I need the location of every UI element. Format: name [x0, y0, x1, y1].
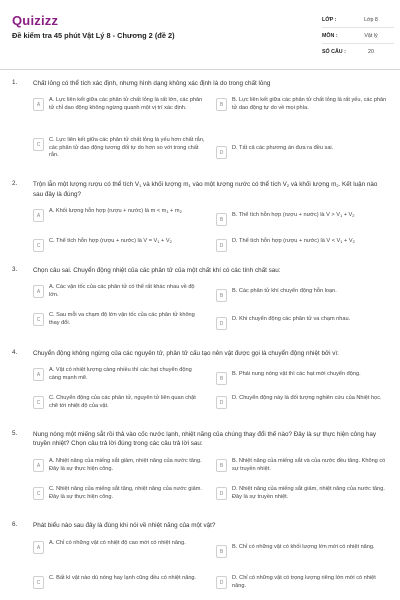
meta-row-class	[322, 12, 394, 28]
option-text: A. Chỉ có những vật có nhiệt độ cao mới có nhiệt năng.	[49, 540, 186, 546]
option-d[interactable]	[216, 316, 388, 330]
option-letter: A	[33, 285, 44, 298]
question-number: 2.	[12, 180, 18, 187]
option-text-part: + m	[168, 208, 180, 214]
option-text: C. Bất kì vật nào dù nóng hay lạnh cũng đều có nhiệt năng.	[49, 575, 197, 581]
meta-label: MÔN :	[322, 32, 338, 39]
option-letter: A	[33, 209, 44, 222]
option-text: C. Sau mỗi va chạm độ lớn vận tốc của các phân tử không thay đổi.	[49, 312, 195, 326]
option-b[interactable]	[216, 212, 388, 226]
option-text: A. Các vận tốc của các phân tử có thể rất khác nhau về độ lớn.	[49, 284, 195, 298]
question-text: Chọn câu sai. Chuyển động nhiệt của các phân tử của một chất khí có các tính chất sau:	[33, 267, 281, 274]
question-number: 5.	[12, 430, 18, 437]
option-c[interactable]	[33, 575, 205, 589]
option-d[interactable]	[216, 575, 388, 590]
option-text	[232, 212, 355, 220]
question-number: 4.	[12, 349, 18, 356]
option-letter: B	[216, 213, 227, 226]
option-a[interactable]	[33, 97, 205, 112]
option-letter: D	[216, 239, 227, 252]
option-letter: D	[216, 146, 227, 159]
question-number: 1.	[12, 79, 18, 86]
question-number: 6.	[12, 521, 18, 528]
option-text: A. Lực liên kết giữa các phân tử chất lỏng là rất lớn, các phân tử chỉ dao động không ngừng quanh một vị trí xác định.	[49, 97, 203, 111]
option-a[interactable]	[33, 208, 205, 222]
option-letter: A	[33, 459, 44, 472]
option-text: B. Nhiệt năng của miếng sắt và của nước đều tăng. Không có sự truyền nhiệt.	[232, 458, 386, 472]
option-text: C. Nhiệt năng của miếng sắt tăng, nhiệt năng của nước giảm. Đây là sự thực hiện công.	[49, 486, 202, 500]
option-text	[232, 238, 355, 246]
subscript: 2	[352, 239, 355, 244]
option-c[interactable]	[33, 238, 205, 252]
subscript: 2	[352, 213, 355, 218]
meta-label: LỚP :	[322, 16, 337, 23]
option-d[interactable]	[216, 486, 388, 501]
subscript: 2	[286, 183, 290, 188]
option-c[interactable]	[33, 312, 205, 327]
option-text: C. Chuyển động của các phân tử, nguyên tử liên quan chặt chẽ tới nhiệt độ của vật.	[49, 395, 196, 409]
option-letter: C	[33, 239, 44, 252]
question-text-part: Trộn lẫn một lượng rượu có thể tích V	[33, 181, 140, 188]
option-text	[49, 238, 172, 246]
question-text: Chuyển động không ngừng của các nguyên tử, phân tử cấu tạo nên vật được gọi là chuyển động nhiệt bởi vì:	[33, 350, 339, 357]
header	[0, 0, 400, 68]
option-b[interactable]	[216, 97, 388, 112]
option-text-part: C. Thể tích hỗn hợp (rượu + nước) là V = V	[49, 238, 158, 244]
subscript: 1	[188, 183, 191, 188]
option-letter: D	[216, 317, 227, 330]
option-text-part: A. Khối lượng hỗn hợp (rượu + nước) là m < m	[49, 208, 167, 214]
question-text: Nung nóng một miếng sắt rồi thả vào cốc nước lạnh, nhiệt năng của chúng thay đổi thế nào? Đây là sự thực hiện công hay truyền nhiệt? Chọn câu trả lời đúng trong các câu trả lời sau:	[33, 431, 377, 447]
option-b[interactable]	[216, 458, 388, 473]
option-letter: B	[216, 545, 227, 558]
subscript: 2	[336, 183, 339, 188]
option-d[interactable]	[216, 145, 388, 159]
option-text: C. Lực liên kết giữa các phân tử chất lỏng là yếu hơn chất rắn, các phân tử dao động tương đối tự do hơn so với trong chất rắn.	[49, 137, 205, 159]
question-text-part: và khối lượng m	[141, 181, 189, 188]
option-text-part: D. Thể tích hỗn hợp (rượu + nước) là V < V	[232, 238, 341, 244]
meta-table	[322, 12, 394, 59]
option-text: B. Chỉ có những vật có khối lượng lớn mới có nhiệt năng.	[232, 544, 375, 550]
option-letter: D	[216, 487, 227, 500]
worksheet-title: Đề kiểm tra 45 phút Vật Lý 8 - Chương 2 (đề 2)	[12, 31, 175, 40]
header-divider	[0, 69, 400, 70]
option-a[interactable]	[33, 284, 205, 299]
option-text: D. Chỉ có những vật có trọng lượng riêng lớn mới có nhiệt năng.	[232, 575, 376, 589]
option-text: D. Tất cả các phương án đưa ra đều sai.	[232, 145, 334, 151]
option-text-part: + V	[342, 212, 353, 218]
meta-row-count	[322, 44, 394, 59]
option-a[interactable]	[33, 540, 205, 554]
subscript: 1	[339, 213, 343, 218]
question-text: Phát biểu nào sau đây là đúng khi nói về nhiệt năng của một vật?	[33, 522, 216, 529]
option-c[interactable]	[33, 486, 205, 501]
quizizz-logo: Quizizz	[12, 13, 59, 28]
option-letter: C	[33, 576, 44, 589]
option-text: D. Khi chuyển động các phân tử va chạm nhau.	[232, 316, 351, 322]
option-d[interactable]	[216, 395, 388, 409]
subscript: 1	[166, 209, 169, 214]
option-text: B. Phải nung nóng vật thì các hạt mới chuyển động.	[232, 371, 361, 377]
option-a[interactable]	[33, 458, 205, 473]
option-text	[49, 208, 182, 216]
meta-value: 20	[368, 48, 374, 55]
option-letter: D	[216, 576, 227, 589]
question-number: 3.	[12, 266, 18, 273]
option-c[interactable]	[33, 137, 205, 160]
meta-value: Lớp 8	[364, 16, 378, 23]
option-letter: C	[33, 396, 44, 409]
subscript: 2	[179, 209, 182, 214]
subscript: 1	[157, 239, 160, 244]
option-text: A. Vật có nhiệt lượng càng nhiều thì các hạt chuyển động càng mạnh mẽ.	[49, 367, 192, 381]
option-d[interactable]	[216, 238, 388, 252]
option-text-part: + V	[159, 238, 170, 244]
subscript: 2	[169, 239, 172, 244]
question-text: Chất lỏng có thể tích xác định, nhưng hình dạng không xác định là do trong chất lỏng	[33, 80, 271, 87]
option-text: D. Nhiệt năng của miếng sắt giảm, nhiệt năng của nước tăng. Đây là sự truyền nhiệt.	[232, 486, 385, 500]
subscript: 1	[340, 239, 343, 244]
option-letter: B	[216, 98, 227, 111]
option-text: B. Các phân tử khí chuyển động hỗn loạn.	[232, 288, 337, 294]
option-letter: D	[216, 396, 227, 409]
meta-label: SỐ CÂU :	[322, 48, 346, 55]
option-letter: C	[33, 313, 44, 326]
question-text-part: . Kết luận nào sau đây là đúng?	[33, 181, 378, 198]
option-text: A. Nhiệt năng của miếng sắt giảm, nhiệt năng của nước tăng. Đây là sự thực hiện công.	[49, 458, 202, 472]
question-text-part: vào một lượng nước có thể tích V	[190, 181, 287, 188]
option-letter: B	[216, 372, 227, 385]
option-text: D. Chuyển động này là đối tượng nghiên cứu của Nhiệt học.	[232, 395, 382, 401]
option-text: B. Lực liên kết giữa các phân tử chất lỏng là rất yếu, các phân tử dao động tự do về mọi phía.	[232, 97, 387, 111]
option-letter: A	[33, 541, 44, 554]
option-c[interactable]	[33, 395, 205, 410]
subscript: 1	[139, 183, 142, 188]
option-letter: C	[33, 487, 44, 500]
option-a[interactable]	[33, 367, 205, 382]
option-b[interactable]	[216, 544, 388, 558]
option-text-part: B. Thể tích hỗn hợp (rượu + nước) là V > V	[232, 212, 340, 218]
option-b[interactable]	[216, 371, 388, 385]
option-text-part: + V	[342, 238, 353, 244]
option-letter: B	[216, 459, 227, 472]
option-letter: A	[33, 368, 44, 381]
option-letter: B	[216, 289, 227, 302]
option-letter: C	[33, 138, 44, 151]
option-letter: A	[33, 98, 44, 111]
option-b[interactable]	[216, 288, 388, 302]
question-text-part: và khối lượng m	[289, 181, 337, 188]
meta-row-subject	[322, 28, 394, 44]
question-text	[33, 180, 388, 199]
meta-value: Vật lý	[364, 32, 378, 39]
